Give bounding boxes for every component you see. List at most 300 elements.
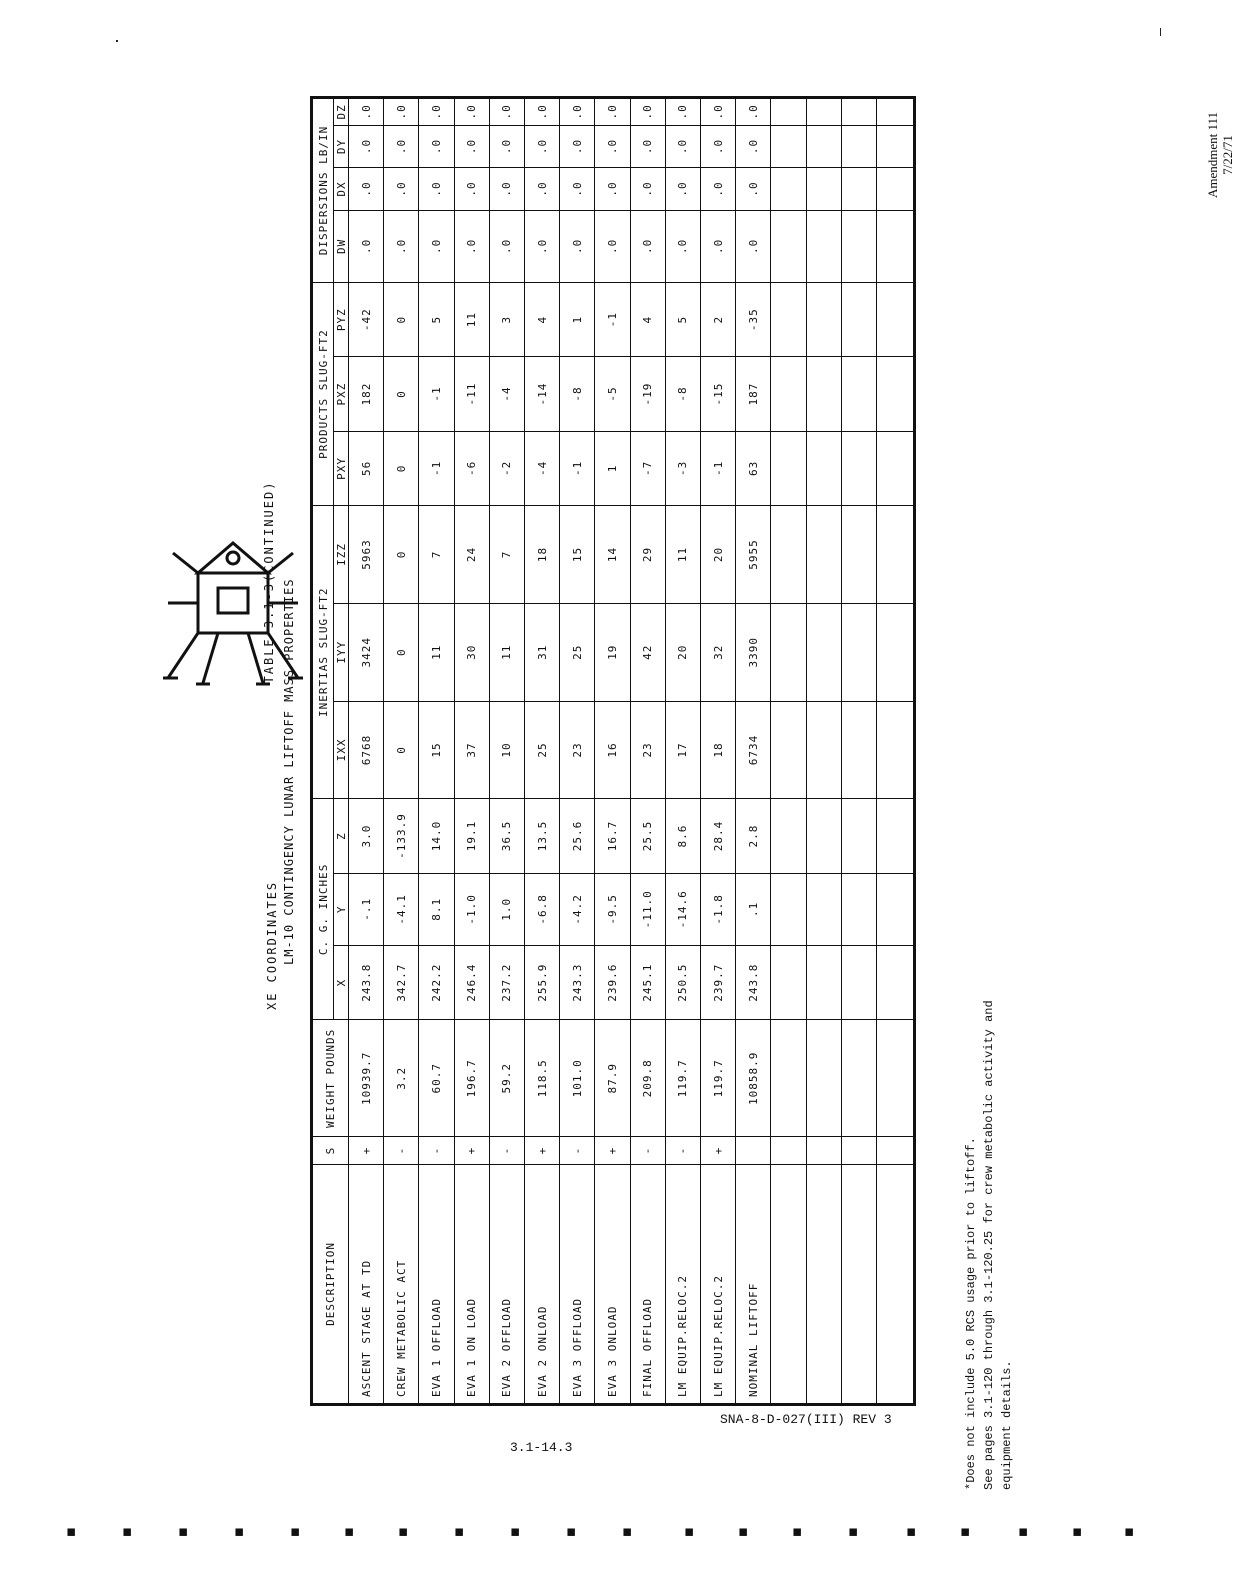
cell-dx: .0 bbox=[736, 168, 771, 211]
cell-s: - bbox=[384, 1137, 419, 1165]
cell-dx: .0 bbox=[525, 168, 560, 211]
cell-pyz: 4 bbox=[630, 282, 665, 356]
cell-dw: .0 bbox=[665, 210, 700, 282]
header-weight: WEIGHT POUNDS bbox=[312, 1020, 349, 1137]
cell-x: 342.7 bbox=[384, 945, 419, 1019]
cell-w: 119.7 bbox=[701, 1020, 736, 1137]
cell-izz: 5963 bbox=[349, 506, 384, 604]
empty-cell bbox=[877, 431, 915, 505]
cell-pxy: -1 bbox=[701, 431, 736, 505]
empty-cell bbox=[806, 945, 841, 1019]
header-dispersions: DISPERSIONS LB/IN bbox=[312, 98, 334, 283]
cell-izz: 29 bbox=[630, 506, 665, 604]
empty-cell bbox=[841, 1137, 876, 1165]
table-row bbox=[349, 98, 384, 1405]
cell-pyz: -42 bbox=[349, 282, 384, 356]
empty-cell bbox=[841, 873, 876, 945]
table-row bbox=[630, 98, 665, 1405]
cell-pxy: 0 bbox=[384, 431, 419, 505]
empty-cell bbox=[771, 506, 806, 604]
header-inertias: INERTIAS SLUG-FT2 bbox=[312, 506, 334, 799]
subheader-pyz: PYZ bbox=[334, 282, 349, 356]
cell-izz: 20 bbox=[701, 506, 736, 604]
cell-s: - bbox=[489, 1137, 524, 1165]
cell-dx: .0 bbox=[489, 168, 524, 211]
empty-cell bbox=[771, 873, 806, 945]
empty-cell bbox=[806, 168, 841, 211]
cell-izz: 24 bbox=[454, 506, 489, 604]
cell-dw: .0 bbox=[419, 210, 454, 282]
cell-pxy: 56 bbox=[349, 431, 384, 505]
cell-desc: CREW METABOLIC ACT bbox=[384, 1164, 419, 1404]
cell-x: 237.2 bbox=[489, 945, 524, 1019]
cell-pxy: -1 bbox=[419, 431, 454, 505]
cell-z: 25.6 bbox=[560, 799, 595, 873]
cell-desc: NOMINAL LIFTOFF bbox=[736, 1164, 771, 1404]
cell-dx: .0 bbox=[419, 168, 454, 211]
cell-z: 25.5 bbox=[630, 799, 665, 873]
empty-cell bbox=[771, 210, 806, 282]
empty-cell bbox=[806, 282, 841, 356]
empty-cell bbox=[771, 1020, 806, 1137]
mass-properties-table bbox=[310, 96, 916, 1406]
empty-cell bbox=[771, 701, 806, 799]
cell-pxy: -1 bbox=[560, 431, 595, 505]
cell-ixx: 10 bbox=[489, 701, 524, 799]
cell-w: 3.2 bbox=[384, 1020, 419, 1137]
cell-ixx: 37 bbox=[454, 701, 489, 799]
cell-dy: .0 bbox=[419, 125, 454, 168]
cell-dy: .0 bbox=[560, 125, 595, 168]
cell-iyy: 20 bbox=[665, 603, 700, 701]
scan-edge-marks: ▪ ▪ ▪ ▪ ▪ ▪ ▪ ▪ ▪ ▪ ▪ ▪ ▪ ▪ ▪ ▪ ▪ ▪ ▪ ▪ bbox=[66, 1522, 1135, 1540]
document-number: SNA-8-D-027(III) REV 3 bbox=[720, 1412, 892, 1427]
empty-cell bbox=[877, 357, 915, 431]
cell-w: 119.7 bbox=[665, 1020, 700, 1137]
header-cg: C. G. INCHES bbox=[312, 799, 334, 1020]
cell-izz: 14 bbox=[595, 506, 630, 604]
table-row bbox=[454, 98, 489, 1405]
cell-dz: .0 bbox=[630, 98, 665, 126]
empty-cell bbox=[877, 125, 915, 168]
footnote-pages: See pages 3.1-120 through 3.1-120.25 for crew metabolic activity and equipment details. bbox=[982, 1000, 1014, 1490]
cell-pxz: 187 bbox=[736, 357, 771, 431]
cell-dz: .0 bbox=[525, 98, 560, 126]
cell-desc: EVA 2 ONLOAD bbox=[525, 1164, 560, 1404]
empty-cell bbox=[771, 98, 806, 126]
cell-x: 239.6 bbox=[595, 945, 630, 1019]
table-row bbox=[560, 98, 595, 1405]
empty-table-row bbox=[806, 98, 841, 1405]
cell-z: 28.4 bbox=[701, 799, 736, 873]
cell-dw: .0 bbox=[454, 210, 489, 282]
cell-ixx: 6768 bbox=[349, 701, 384, 799]
empty-cell bbox=[877, 168, 915, 211]
subheader-dx: DX bbox=[334, 168, 349, 211]
cell-pxz: -14 bbox=[525, 357, 560, 431]
table-row bbox=[489, 98, 524, 1405]
cell-y: -1.8 bbox=[701, 873, 736, 945]
cell-pxy: 1 bbox=[595, 431, 630, 505]
cell-ixx: 18 bbox=[701, 701, 736, 799]
cell-dy: .0 bbox=[736, 125, 771, 168]
cell-pyz: 0 bbox=[384, 282, 419, 356]
header-products: PRODUCTS SLUG-FT2 bbox=[312, 282, 334, 505]
cell-izz: 7 bbox=[489, 506, 524, 604]
cell-desc: EVA 2 OFFLOAD bbox=[489, 1164, 524, 1404]
empty-cell bbox=[771, 1137, 806, 1165]
empty-table-row bbox=[841, 98, 876, 1405]
table-subtitle-block bbox=[282, 578, 296, 965]
cell-dx: .0 bbox=[384, 168, 419, 211]
cell-ixx: 16 bbox=[595, 701, 630, 799]
cell-dx: .0 bbox=[595, 168, 630, 211]
cell-dw: .0 bbox=[384, 210, 419, 282]
cell-pxz: -11 bbox=[454, 357, 489, 431]
table-row bbox=[595, 98, 630, 1405]
table-row bbox=[665, 98, 700, 1405]
cell-desc: ASCENT STAGE AT TD bbox=[349, 1164, 384, 1404]
cell-pyz: 5 bbox=[665, 282, 700, 356]
subheader-iyy: IYY bbox=[334, 603, 349, 701]
cell-pyz: 3 bbox=[489, 282, 524, 356]
empty-cell bbox=[806, 701, 841, 799]
table-subtitle: LM-10 CONTINGENCY LUNAR LIFTOFF MASS PROPERTIES bbox=[282, 578, 296, 965]
empty-cell bbox=[806, 98, 841, 126]
cell-dx: .0 bbox=[665, 168, 700, 211]
cell-pyz: -1 bbox=[595, 282, 630, 356]
cell-desc: EVA 3 ONLOAD bbox=[595, 1164, 630, 1404]
cell-y: .1 bbox=[736, 873, 771, 945]
cell-desc: LM EQUIP.RELOC.2 bbox=[665, 1164, 700, 1404]
cell-w: 60.7 bbox=[419, 1020, 454, 1137]
cell-y: -6.8 bbox=[525, 873, 560, 945]
empty-cell bbox=[771, 357, 806, 431]
empty-cell bbox=[841, 603, 876, 701]
cell-desc: EVA 1 ON LOAD bbox=[454, 1164, 489, 1404]
cell-pxz: -15 bbox=[701, 357, 736, 431]
cell-ixx: 15 bbox=[419, 701, 454, 799]
empty-cell bbox=[877, 1020, 915, 1137]
cell-dy: .0 bbox=[630, 125, 665, 168]
empty-cell bbox=[877, 506, 915, 604]
cell-ixx: 23 bbox=[560, 701, 595, 799]
cell-dz: .0 bbox=[595, 98, 630, 126]
empty-cell bbox=[806, 603, 841, 701]
cell-dw: .0 bbox=[736, 210, 771, 282]
cell-iyy: 42 bbox=[630, 603, 665, 701]
cell-w: 10858.9 bbox=[736, 1020, 771, 1137]
header-description: DESCRIPTION bbox=[312, 1164, 349, 1404]
cell-dy: .0 bbox=[454, 125, 489, 168]
cell-s: - bbox=[560, 1137, 595, 1165]
empty-cell bbox=[771, 282, 806, 356]
empty-cell bbox=[841, 1020, 876, 1137]
cell-z: 13.5 bbox=[525, 799, 560, 873]
cell-dw: .0 bbox=[701, 210, 736, 282]
cell-s: + bbox=[701, 1137, 736, 1165]
empty-cell bbox=[877, 1137, 915, 1165]
cell-dy: .0 bbox=[384, 125, 419, 168]
cell-dz: .0 bbox=[419, 98, 454, 126]
cell-dz: .0 bbox=[665, 98, 700, 126]
cell-x: 250.5 bbox=[665, 945, 700, 1019]
cell-izz: 0 bbox=[384, 506, 419, 604]
cell-ixx: 25 bbox=[525, 701, 560, 799]
cell-izz: 7 bbox=[419, 506, 454, 604]
empty-cell bbox=[771, 431, 806, 505]
cell-z: 19.1 bbox=[454, 799, 489, 873]
empty-cell bbox=[841, 98, 876, 126]
cell-dz: .0 bbox=[560, 98, 595, 126]
coordinates-block bbox=[265, 881, 279, 1010]
cell-x: 239.7 bbox=[701, 945, 736, 1019]
cell-dy: .0 bbox=[349, 125, 384, 168]
empty-cell bbox=[877, 873, 915, 945]
empty-cell bbox=[877, 701, 915, 799]
cell-x: 255.9 bbox=[525, 945, 560, 1019]
cell-dz: .0 bbox=[701, 98, 736, 126]
empty-cell bbox=[806, 1020, 841, 1137]
cell-dy: .0 bbox=[525, 125, 560, 168]
subheader-y: Y bbox=[334, 873, 349, 945]
cell-pyz: 4 bbox=[525, 282, 560, 356]
empty-cell bbox=[841, 945, 876, 1019]
header-s: S bbox=[312, 1137, 349, 1165]
cell-iyy: 0 bbox=[384, 603, 419, 701]
cell-dy: .0 bbox=[489, 125, 524, 168]
subheader-x: X bbox=[334, 945, 349, 1019]
table-body bbox=[349, 98, 915, 1405]
cell-x: 243.8 bbox=[349, 945, 384, 1019]
subheader-z: Z bbox=[334, 799, 349, 873]
scan-tick bbox=[1160, 28, 1161, 36]
cell-x: 245.1 bbox=[630, 945, 665, 1019]
cell-pxy: -7 bbox=[630, 431, 665, 505]
empty-cell bbox=[877, 210, 915, 282]
empty-cell bbox=[806, 506, 841, 604]
cell-desc: EVA 1 OFFLOAD bbox=[419, 1164, 454, 1404]
cell-iyy: 3424 bbox=[349, 603, 384, 701]
empty-cell bbox=[771, 168, 806, 211]
cell-dy: .0 bbox=[701, 125, 736, 168]
cell-pxz: -5 bbox=[595, 357, 630, 431]
cell-s: - bbox=[665, 1137, 700, 1165]
cell-izz: 5955 bbox=[736, 506, 771, 604]
footnote-block bbox=[962, 930, 1016, 1490]
cell-s: - bbox=[419, 1137, 454, 1165]
cell-dw: .0 bbox=[630, 210, 665, 282]
empty-cell bbox=[806, 431, 841, 505]
empty-cell bbox=[877, 98, 915, 126]
table-row bbox=[384, 98, 419, 1405]
cell-izz: 18 bbox=[525, 506, 560, 604]
empty-cell bbox=[877, 799, 915, 873]
cell-w: 196.7 bbox=[454, 1020, 489, 1137]
cell-w: 209.8 bbox=[630, 1020, 665, 1137]
subheader-ixx: IXX bbox=[334, 701, 349, 799]
cell-y: 8.1 bbox=[419, 873, 454, 945]
cell-iyy: 31 bbox=[525, 603, 560, 701]
cell-z: 16.7 bbox=[595, 799, 630, 873]
cell-dz: .0 bbox=[349, 98, 384, 126]
cell-dy: .0 bbox=[665, 125, 700, 168]
empty-cell bbox=[877, 282, 915, 356]
cell-pyz: 1 bbox=[560, 282, 595, 356]
empty-cell bbox=[841, 282, 876, 356]
cell-z: -133.9 bbox=[384, 799, 419, 873]
footnote-rcs: *Does not include 5.0 RCS usage prior to liftoff. bbox=[964, 1137, 978, 1490]
cell-dz: .0 bbox=[384, 98, 419, 126]
empty-table-row bbox=[771, 98, 806, 1405]
cell-desc: LM EQUIP.RELOC.2 bbox=[701, 1164, 736, 1404]
cell-dz: .0 bbox=[454, 98, 489, 126]
subheader-izz: IZZ bbox=[334, 506, 349, 604]
table-row bbox=[701, 98, 736, 1405]
cell-dy: .0 bbox=[595, 125, 630, 168]
empty-cell bbox=[841, 168, 876, 211]
cell-iyy: 11 bbox=[419, 603, 454, 701]
empty-cell bbox=[806, 1137, 841, 1165]
table-title: TABLE 3.1-3(CONTINUED) bbox=[262, 480, 276, 684]
empty-cell bbox=[841, 701, 876, 799]
cell-w: 87.9 bbox=[595, 1020, 630, 1137]
cell-ixx: 6734 bbox=[736, 701, 771, 799]
cell-pyz: -35 bbox=[736, 282, 771, 356]
cell-z: 14.0 bbox=[419, 799, 454, 873]
empty-cell bbox=[841, 506, 876, 604]
cell-dx: .0 bbox=[349, 168, 384, 211]
empty-cell bbox=[771, 603, 806, 701]
cell-x: 243.8 bbox=[736, 945, 771, 1019]
cell-w: 10939.7 bbox=[349, 1020, 384, 1137]
empty-cell bbox=[771, 125, 806, 168]
empty-cell bbox=[806, 357, 841, 431]
cell-z: 2.8 bbox=[736, 799, 771, 873]
cell-w: 118.5 bbox=[525, 1020, 560, 1137]
empty-cell bbox=[841, 125, 876, 168]
empty-cell bbox=[771, 1164, 806, 1404]
amendment-date: 7/22/71 bbox=[1220, 135, 1235, 175]
cell-pyz: 11 bbox=[454, 282, 489, 356]
subheader-pxy: PXY bbox=[334, 431, 349, 505]
cell-pxy: 63 bbox=[736, 431, 771, 505]
cell-y: -4.1 bbox=[384, 873, 419, 945]
cell-ixx: 0 bbox=[384, 701, 419, 799]
cell-w: 101.0 bbox=[560, 1020, 595, 1137]
cell-dx: .0 bbox=[560, 168, 595, 211]
cell-y: -1.0 bbox=[454, 873, 489, 945]
subheader-dz: DZ bbox=[334, 98, 349, 126]
cell-pyz: 5 bbox=[419, 282, 454, 356]
empty-cell bbox=[806, 210, 841, 282]
cell-s: + bbox=[595, 1137, 630, 1165]
cell-pxy: -3 bbox=[665, 431, 700, 505]
cell-desc: EVA 3 OFFLOAD bbox=[560, 1164, 595, 1404]
cell-z: 8.6 bbox=[665, 799, 700, 873]
cell-iyy: 25 bbox=[560, 603, 595, 701]
cell-s: + bbox=[525, 1137, 560, 1165]
table-row bbox=[736, 98, 771, 1405]
subheader-dy: DY bbox=[334, 125, 349, 168]
table-row bbox=[525, 98, 560, 1405]
cell-y: -4.2 bbox=[560, 873, 595, 945]
cell-s: - bbox=[630, 1137, 665, 1165]
cell-pxz: -8 bbox=[665, 357, 700, 431]
cell-dw: .0 bbox=[525, 210, 560, 282]
empty-cell bbox=[806, 799, 841, 873]
amendment-label: Amendment 111 bbox=[1205, 111, 1220, 199]
cell-pxz: 182 bbox=[349, 357, 384, 431]
cell-x: 246.4 bbox=[454, 945, 489, 1019]
cell-dx: .0 bbox=[630, 168, 665, 211]
cell-dx: .0 bbox=[454, 168, 489, 211]
coordinates-label: XE COORDINATES bbox=[265, 880, 279, 1010]
page-number: 3.1-14.3 bbox=[510, 1440, 573, 1455]
cell-pxz: -4 bbox=[489, 357, 524, 431]
scan-dot bbox=[116, 40, 118, 42]
cell-pxz: -1 bbox=[419, 357, 454, 431]
cell-y: -9.5 bbox=[595, 873, 630, 945]
cell-desc: FINAL OFFLOAD bbox=[630, 1164, 665, 1404]
empty-cell bbox=[841, 1164, 876, 1404]
cell-dx: .0 bbox=[701, 168, 736, 211]
cell-w: 59.2 bbox=[489, 1020, 524, 1137]
empty-cell bbox=[771, 945, 806, 1019]
cell-y: 1.0 bbox=[489, 873, 524, 945]
cell-pyz: 2 bbox=[701, 282, 736, 356]
cell-dw: .0 bbox=[595, 210, 630, 282]
subheader-dw: DW bbox=[334, 210, 349, 282]
empty-cell bbox=[877, 603, 915, 701]
cell-y: -14.6 bbox=[665, 873, 700, 945]
cell-y: -.1 bbox=[349, 873, 384, 945]
cell-izz: 11 bbox=[665, 506, 700, 604]
empty-cell bbox=[841, 210, 876, 282]
empty-cell bbox=[841, 431, 876, 505]
cell-z: 3.0 bbox=[349, 799, 384, 873]
cell-ixx: 23 bbox=[630, 701, 665, 799]
cell-dw: .0 bbox=[560, 210, 595, 282]
cell-iyy: 11 bbox=[489, 603, 524, 701]
cell-iyy: 19 bbox=[595, 603, 630, 701]
subheader-pxz: PXZ bbox=[334, 357, 349, 431]
empty-cell bbox=[877, 1164, 915, 1404]
empty-cell bbox=[841, 799, 876, 873]
cell-dz: .0 bbox=[489, 98, 524, 126]
cell-x: 242.2 bbox=[419, 945, 454, 1019]
cell-pxy: -4 bbox=[525, 431, 560, 505]
empty-cell bbox=[877, 945, 915, 1019]
empty-cell bbox=[806, 1164, 841, 1404]
mass-properties-table-wrap bbox=[310, 96, 916, 1406]
cell-iyy: 30 bbox=[454, 603, 489, 701]
cell-z: 36.5 bbox=[489, 799, 524, 873]
amendment-block bbox=[1205, 95, 1235, 215]
cell-x: 243.3 bbox=[560, 945, 595, 1019]
cell-izz: 15 bbox=[560, 506, 595, 604]
cell-s: + bbox=[454, 1137, 489, 1165]
empty-cell bbox=[806, 125, 841, 168]
cell-iyy: 32 bbox=[701, 603, 736, 701]
cell-y: -11.0 bbox=[630, 873, 665, 945]
cell-dz: .0 bbox=[736, 98, 771, 126]
cell-ixx: 17 bbox=[665, 701, 700, 799]
cell-pxz: -8 bbox=[560, 357, 595, 431]
empty-cell bbox=[771, 799, 806, 873]
table-row bbox=[419, 98, 454, 1405]
cell-dw: .0 bbox=[489, 210, 524, 282]
